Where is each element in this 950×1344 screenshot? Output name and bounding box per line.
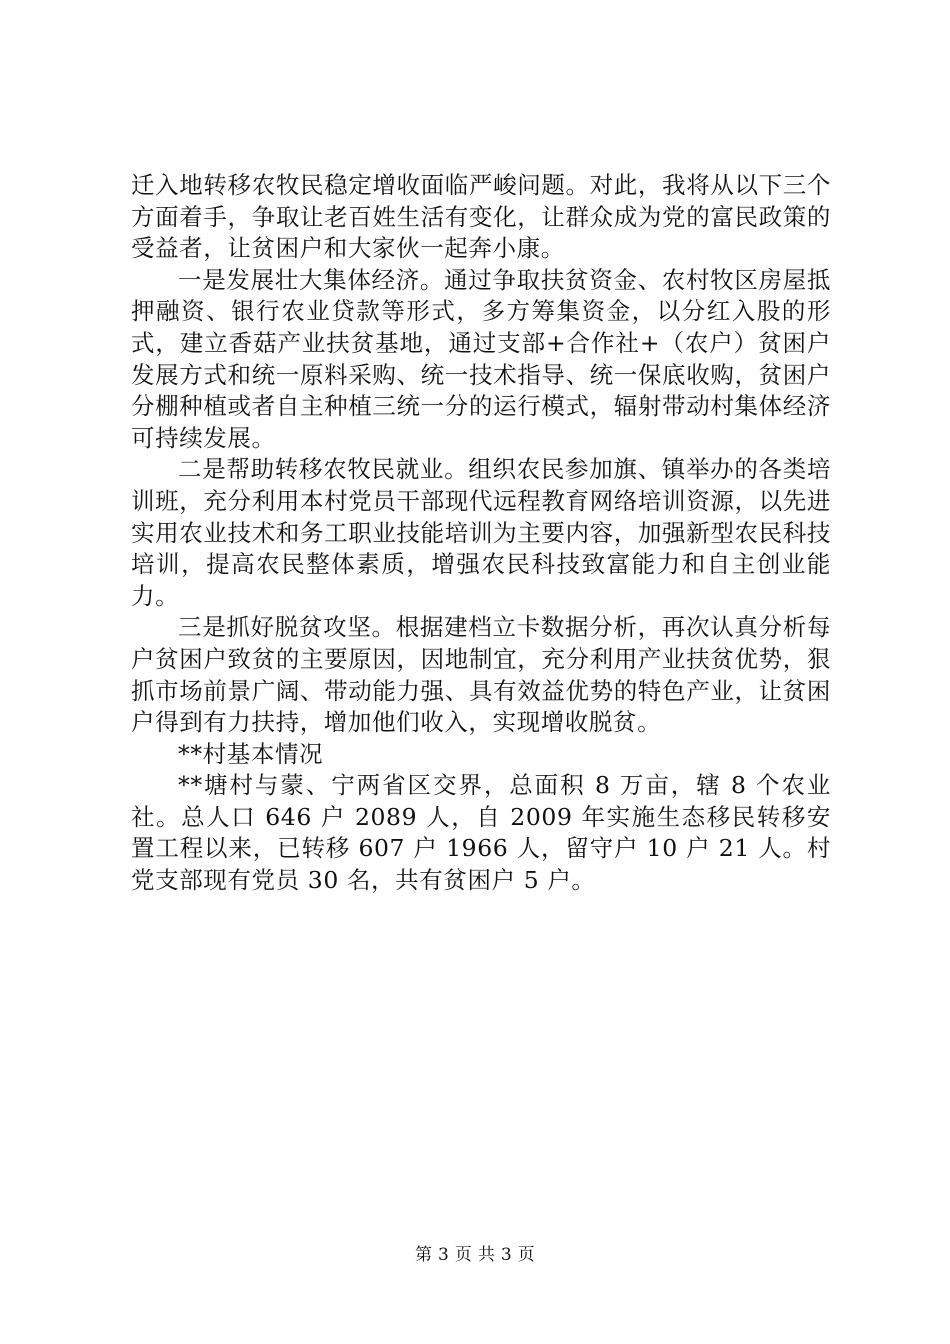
document-body <box>131 170 831 897</box>
section-heading-village-info: **村基本情况 <box>178 739 324 768</box>
paragraph-intro: 迁入地转移农牧民稳定增收面临严峻问题。对此，我将从以下三个方面着手，争取让老百姓生活有变化，让群众成为党的富民政策的受益者，让贫困户和大家伙一起奔小康。 <box>131 171 831 263</box>
paragraph-poverty-alleviation: 三是抓好脱贫攻坚。根据建档立卡数据分析，再次认真分析每户贫困户致贫的主要原因，因地制宜，充分利用产业扶贫优势，狠抓市场前景广阔、带动能力强、具有效益优势的特色产业，让贫困户得到有力扶持，增加他们收入，实现增收脱贫。 <box>131 613 831 737</box>
page-footer: 第 3 页 共 3 页 <box>415 1245 535 1265</box>
paragraph-village-info: **塘村与蒙、宁两省区交界，总面积 8 万亩，辖 8 个农业社。总人口 646 户 2089 人，自 2009 年实施生态移民转移安置工程以来，已转移 607 户 1966 人，留守户 10 户 21 人。村党支部现有党员 30 名，共有贫困户 5 户。 <box>131 771 831 895</box>
paragraph-employment: 二是帮助转移农牧民就业。组织农民参加旗、镇举办的各类培训班，充分利用本村党员干部现代远程教育网络培训资源，以先进实用农业技术和务工职业技能培训为主要内容，加强新型农民科技培训，提高农民整体素质，增强农民科技致富能力和自主创业能力。 <box>131 455 831 610</box>
paragraph-collective-economy: 一是发展壮大集体经济。通过争取扶贫资金、农村牧区房屋抵押融资、银行农业贷款等形式，多方筹集资金，以分红入股的形式，建立香菇产业扶贫基地，通过支部+合作社+（农户）贫困户发展方式和统一原料采购、统一技术指导、统一保底收购，贫困户分棚种植或者自主种植三统一分的运行模式，辐射带动村集体经济可持续发展。 <box>131 265 831 452</box>
